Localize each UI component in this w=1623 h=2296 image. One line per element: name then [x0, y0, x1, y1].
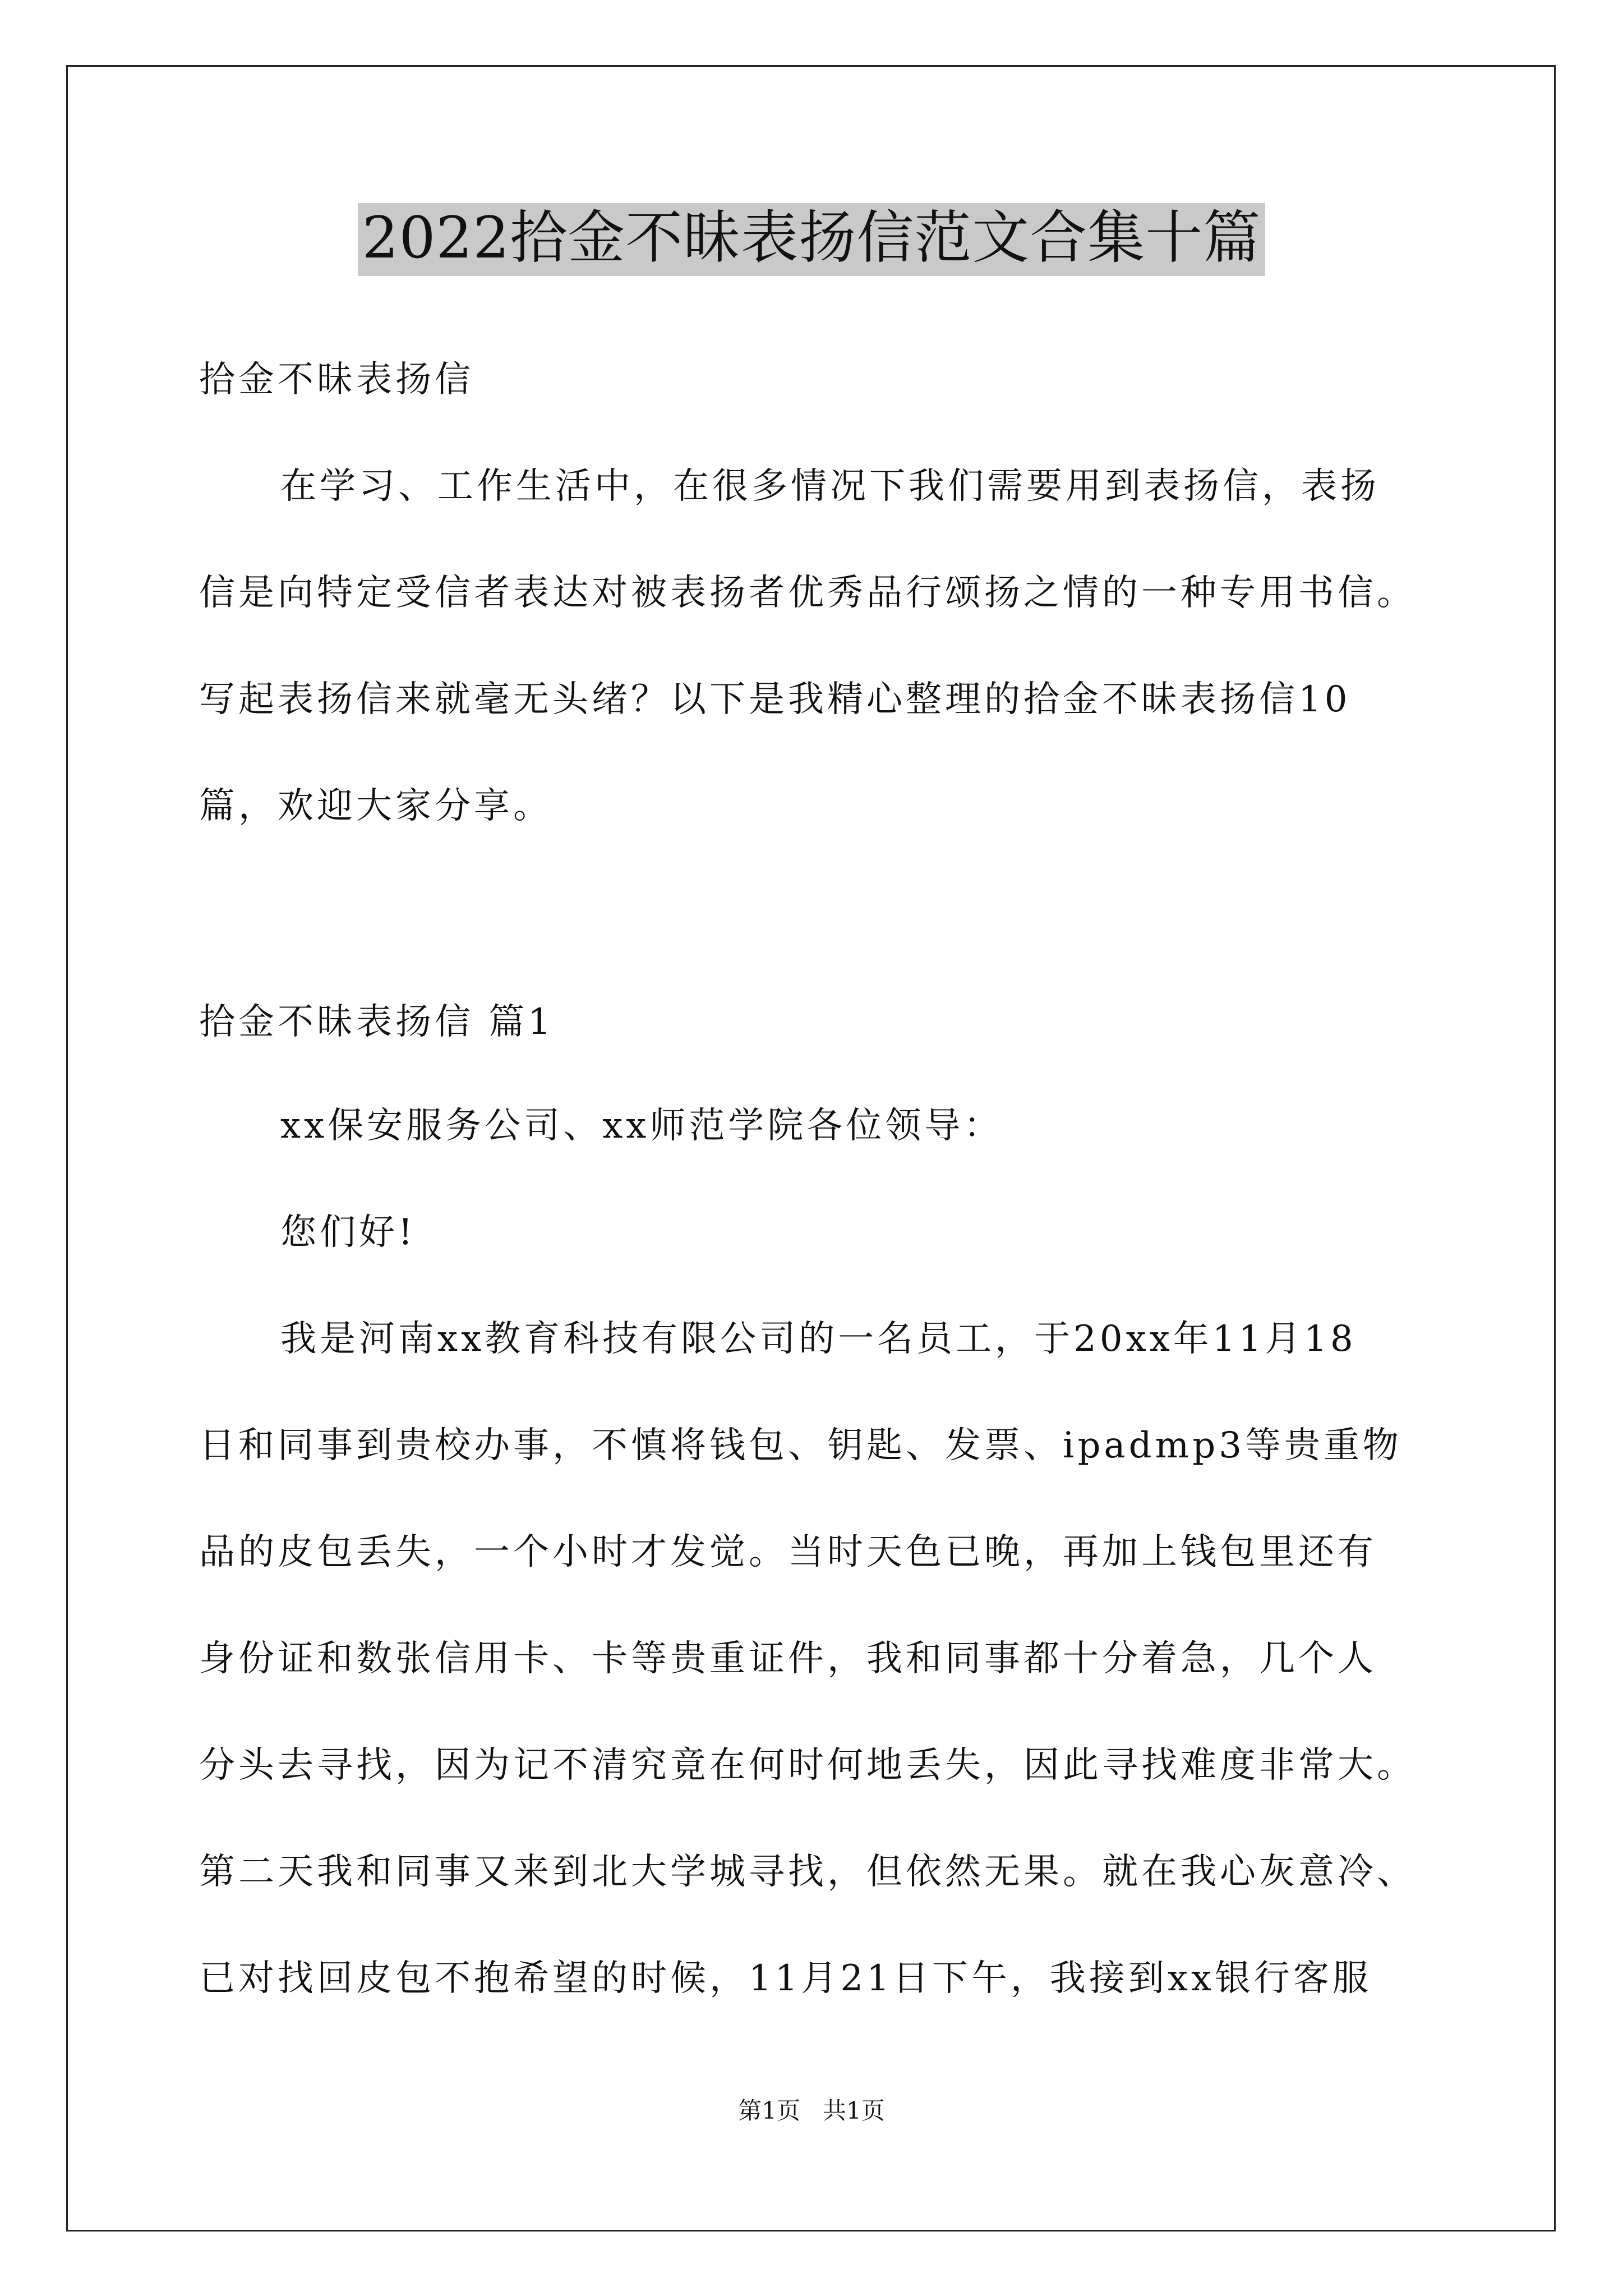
letter-greeting: 您们好! — [280, 1212, 416, 1253]
body-line: 日和同事到贵校办事，不慎将钱包、钥匙、发票、ipadmp3等贵重物 — [199, 1425, 1402, 1466]
page-footer: 第1页 共1页 — [738, 2097, 885, 2124]
body-line: 第二天我和同事又来到北大学城寻找，但依然无果。就在我心灰意冷、 — [199, 1851, 1416, 1893]
intro-line: 在学习、工作生活中，在很多情况下我们需要用到表扬信，表扬 — [280, 466, 1380, 507]
letter-salutation: xx保安服务公司、xx师范学院各位领导： — [280, 1105, 1003, 1147]
body-line: 身份证和数张信用卡、卡等贵重证件，我和同事都十分着急，几个人 — [199, 1638, 1377, 1680]
body-line: 我是河南xx教育科技有限公司的一名员工，于20xx年11月18 — [280, 1318, 1357, 1360]
intro-line: 信是向特定受信者表达对被表扬者优秀品行颂扬之情的一种专用书信。 — [199, 572, 1416, 614]
document-title-text: 2022拾金不昧表扬信范文合集十篇 — [358, 203, 1266, 276]
section-heading: 拾金不昧表扬信 — [199, 359, 474, 401]
letter-heading: 拾金不昧表扬信 篇1 — [199, 1001, 555, 1043]
body-line: 分头去寻找，因为记不清究竟在何时何地丢失，因此寻找难度非常大。 — [199, 1745, 1416, 1786]
document-title — [0, 203, 1623, 276]
intro-line: 篇，欢迎大家分享。 — [199, 785, 552, 827]
body-line: 品的皮包丢失，一个小时才发觉。当时天色已晚，再加上钱包里还有 — [199, 1531, 1377, 1573]
intro-line: 写起表扬信来就毫无头绪？以下是我精心整理的拾金不昧表扬信10 — [199, 679, 1351, 720]
body-line: 已对找回皮包不抱希望的时候，11月21日下午，我接到xx银行客服 — [199, 1958, 1372, 1999]
